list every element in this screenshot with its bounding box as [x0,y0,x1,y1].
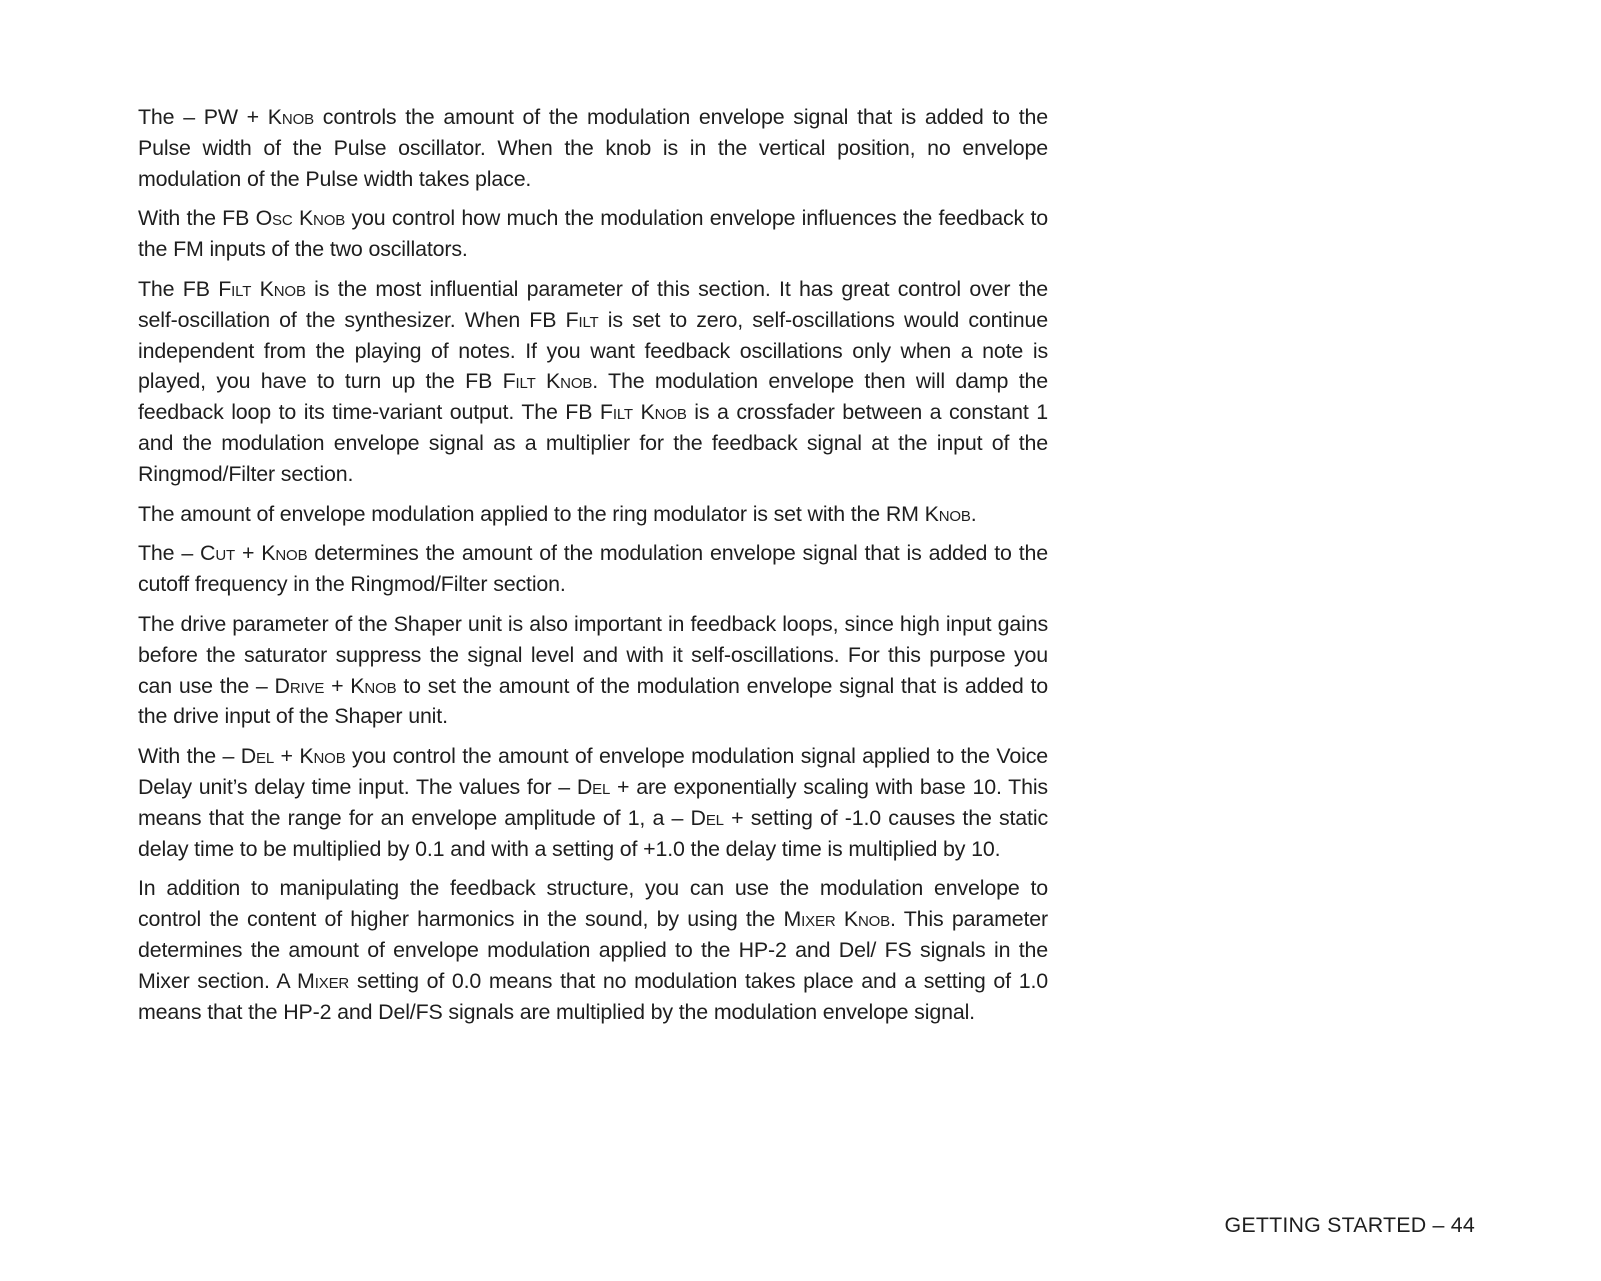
text-run: + [324,673,351,698]
control-name: Knob [350,673,397,698]
page-footer: GETTING STARTED – 44 [1224,1213,1475,1237]
paragraph-fb-osc-knob [138,203,1048,265]
text-run: . [970,501,977,526]
control-name: Filt Knob [218,276,306,301]
control-name: Cut [200,541,236,566]
text-run: + are exponentially scaling with base 10. This means that the range for an envelope amplitude of 1, a – [138,774,1048,830]
text-run: . This parameter determines the amount of envelope modulation applied to the HP-2 and Del/ FS signals in the Mixer section. A [138,907,1049,993]
control-name: Knob [267,105,314,129]
control-name: Filt Knob [502,369,593,394]
paragraph-cut-knob [138,538,1048,600]
paragraph-pw-knob [138,102,1048,194]
text-run: The – [138,541,201,566]
paragraph-del-knob [138,741,1048,864]
text-run: . The modulation envelope then will damp the feedback loop to its time-variant output. The FB [138,369,1048,425]
text-run: In addition to manipulating the feedback structure, you can use the modulation envelope to control the content of higher harmonics in the sound, by using the [138,876,1048,932]
control-name: Drive [274,673,325,698]
text-run: is the most influential parameter of this section. It has great control over the self-oscillation of the synthesizer. When FB [138,276,1049,332]
control-name: Del [576,774,611,799]
text-run: to set the amount of the modulation envelope signal that is added to the drive input of the Shaper unit. [138,673,1048,729]
text-run: + [274,744,300,769]
control-name: Del [240,744,275,769]
control-name: Osc Knob [255,206,346,231]
paragraph-drive-knob [138,609,1048,732]
control-name: Filt Knob [599,400,687,425]
control-name: Filt [565,307,599,332]
body-text [138,102,1048,1036]
control-name: Knob [924,501,971,526]
text-run: With the FB [138,206,256,231]
text-run: + setting of -1.0 causes the static delay time to be multiplied by 0.1 and with a setting of +1.0 the delay time is multiplied by 10. [138,805,1048,861]
text-run: The amount of envelope modulation applied to the ring modulator is set with the RM [138,501,925,526]
text-run: determines the amount of the modulation envelope signal that is added to the cutoff frequency in the Ringmod/Filter section. [138,541,1048,597]
control-name: Mixer Knob [783,907,891,932]
text-run: setting of 0.0 means that no modulation takes place and a setting of 1.0 means that the HP-2 and Del/FS signals are multiplied by the modulation envelope signal. [138,968,1048,1024]
control-name: Del [690,805,724,830]
text-run: The – PW + [138,105,268,129]
control-name: Mixer [297,968,350,993]
text-run: The drive parameter of the Shaper unit is also important in feedback loops, since high input gains before the saturator suppress the signal level and with it self-oscillations. For this purpose you can use the – [138,611,1048,698]
control-name: Knob [261,541,308,566]
paragraph-mixer-knob [138,873,1048,1027]
text-run: With the – [138,744,241,769]
paragraph-fb-filt-knob [138,274,1048,490]
text-run: is set to zero, self-oscillations would continue independent from the playing of notes. If you want feedback oscillations only when a note is played, you have to turn up the FB [138,307,1048,394]
control-name: Knob [299,744,346,769]
text-run: The FB [138,276,219,301]
text-run: you control how much the modulation envelope influences the feedback to the FM inputs of the two oscillators. [138,206,1048,262]
text-run: is a crossfader between a constant 1 and the modulation envelope signal as a multiplier for the feedback signal at the input of the Ringmod/Filter section. [138,400,1048,486]
paragraph-rm-knob [138,499,1048,530]
text-run: + [235,541,262,566]
text-run: you control the amount of envelope modulation signal applied to the Voice Delay unit’s delay time input. The values for – [138,744,1048,799]
text-run: controls the amount of the modulation envelope signal that is added to the Pulse width of the Pulse oscillator. When the knob is in the vertical position, no envelope modulation of the Pulse width takes place. [138,105,1048,191]
